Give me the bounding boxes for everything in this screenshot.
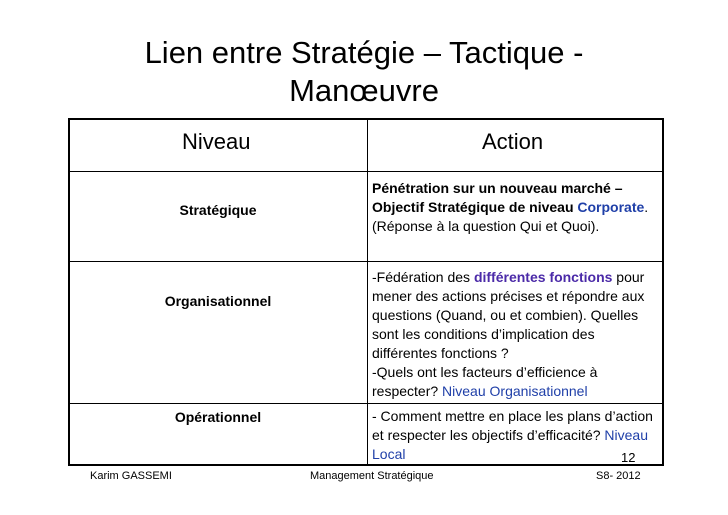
action-operationnel	[372, 407, 662, 464]
table-row-organisationnel	[70, 262, 662, 404]
footer-course: Management Stratégique	[310, 470, 434, 482]
table-row-strategique	[70, 172, 662, 262]
action-org-p1-start: -Fédération des	[372, 269, 474, 285]
strategy-table	[68, 118, 664, 466]
header-action: Action	[482, 129, 544, 154]
action-op-highlight: Niveau Local	[372, 427, 649, 462]
slide-title-line1: Lien entre Stratégie – Tactique -	[144, 35, 584, 70]
slide-title-line2: Manœuvre	[289, 73, 439, 108]
level-operationnel: Opérationnel	[174, 409, 262, 425]
action-org-p2-highlight: Niveau Organisationnel	[442, 383, 588, 399]
action-strategique-rest: . (Réponse à la question Qui et Quoi).	[372, 199, 649, 234]
footer-session: S8- 2012	[596, 470, 641, 482]
action-strategique-bold: Pénétration sur un nouveau marché – Objectif Stratégique de niveau	[372, 180, 623, 215]
action-org-p1-rest: pour mener des actions précises et répondre aux questions (Quand, ou et combien). Quelles sont les conditions d’implication des différentes fonctions ?	[372, 269, 645, 361]
action-strategique	[372, 179, 662, 236]
footer-author: Karim GASSEMI	[90, 470, 172, 482]
level-strategique: Stratégique	[179, 202, 257, 218]
action-op-start: - Comment mettre en place les plans d’action et respecter les objectifs d’efficacité?	[372, 408, 653, 443]
action-org-p1-highlight: différentes fonctions	[473, 269, 613, 285]
level-organisationnel: Organisationnel	[164, 293, 272, 309]
action-strategique-highlight: Corporate	[577, 199, 645, 215]
table-header-row	[70, 120, 662, 172]
action-organisationnel	[372, 268, 662, 401]
header-niveau: Niveau	[182, 129, 251, 154]
slide-title	[60, 34, 668, 110]
table-row-operationnel	[70, 404, 662, 466]
page-number: 12	[621, 450, 636, 465]
action-org-p2-start: -Quels ont les facteurs d’efficience à respecter?	[372, 364, 598, 399]
